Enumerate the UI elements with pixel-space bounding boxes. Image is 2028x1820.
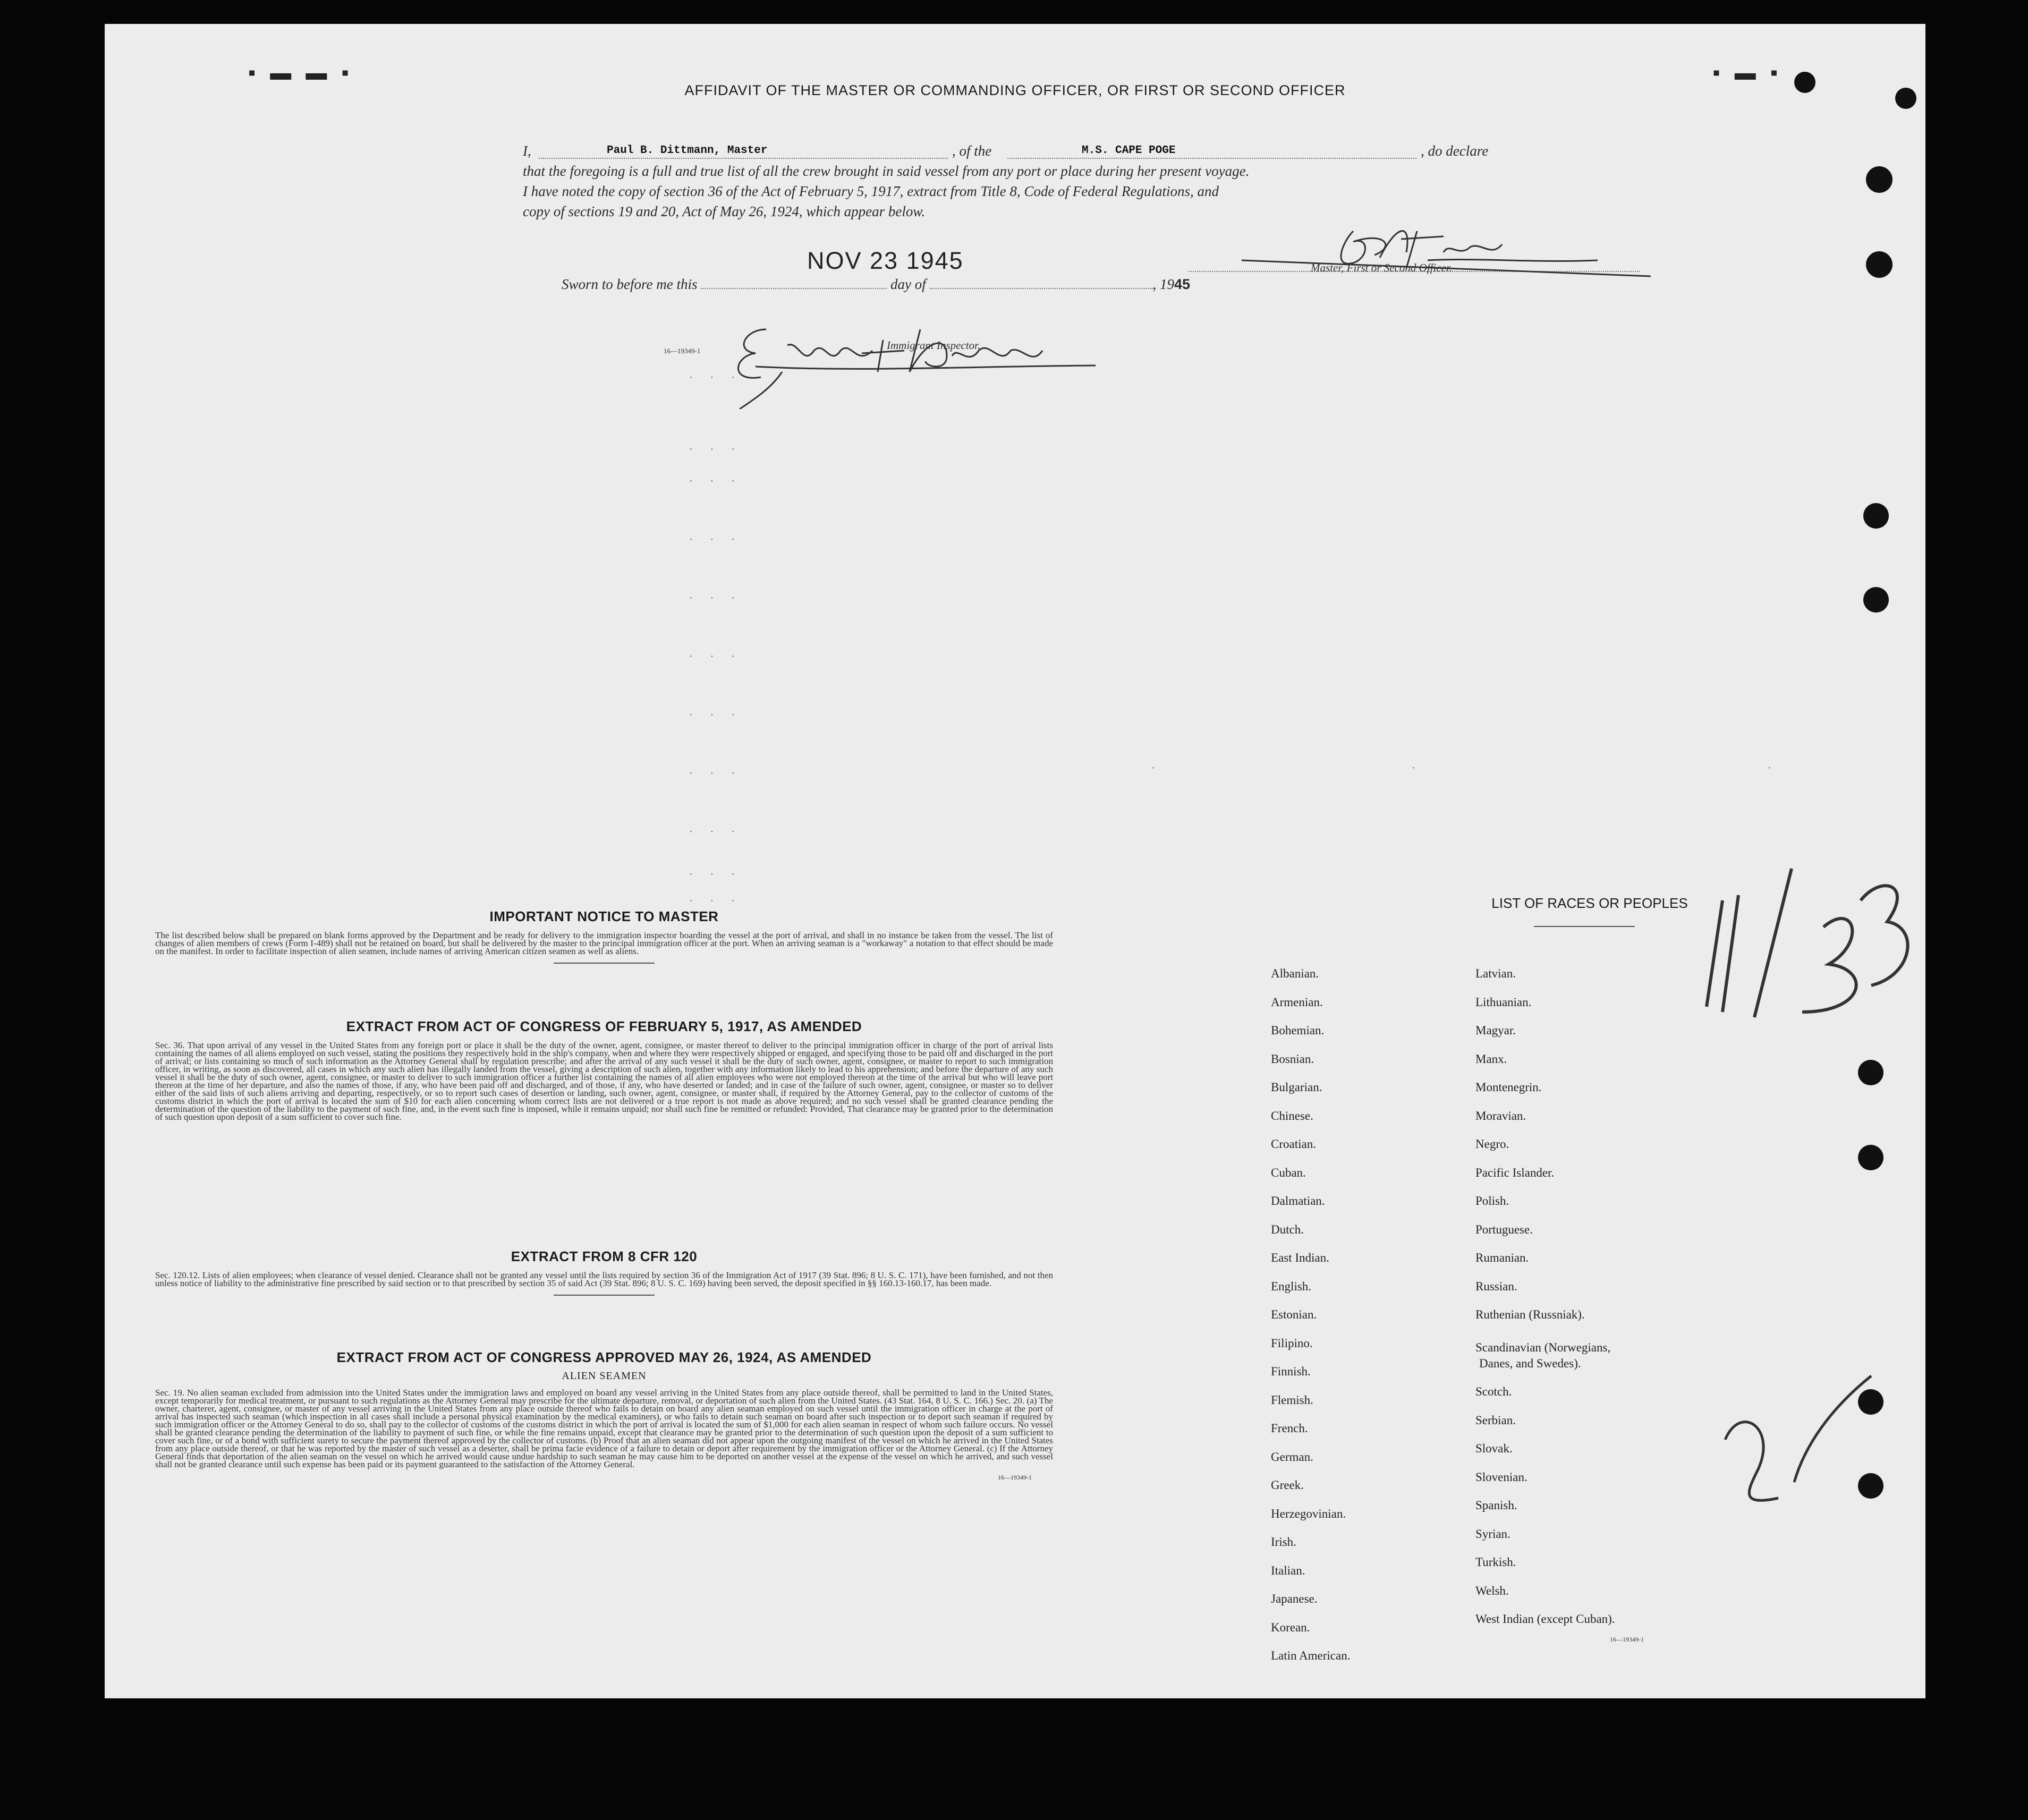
vessel-fill-line [1007,158,1416,159]
race-item: Albanian. [1271,967,1319,980]
race-item: Scotch. [1475,1385,1512,1398]
dot-marks: · · · [689,768,742,779]
race-item: English. [1271,1279,1312,1293]
dot-marks: · · · [689,592,742,604]
punch-hole [1866,251,1893,278]
extract-1924-title: EXTRACT FROM ACT OF CONGRESS APPROVED MAY 26, 1924, AS AMENDED [336,1349,872,1365]
extract-form-number-row [155,1473,1032,1482]
dot-marks: · · · [689,651,742,662]
race-item: Rumanian. [1475,1251,1529,1264]
form-number: 16—19349-1 [998,1474,1032,1481]
extract-cfr [155,1248,1053,1296]
race-item: Bohemian. [1271,1024,1325,1037]
dot-marks: · · · [689,444,742,455]
race-item: Greek. [1271,1478,1304,1492]
dot-marks: · [1412,762,1423,774]
race-item: Manx. [1475,1052,1507,1066]
extract-1917 [155,1018,1053,1121]
extract-1924 [155,1349,1053,1482]
race-item: Japanese. [1271,1592,1318,1605]
race-item: Armenian. [1271,995,1323,1009]
extract-cfr-text: Sec. 120.12. Lists of alien employees; when clearance of vessel denied. Clearance shall not be granted any vessel until the lists required by section 36 of the Immigration Act of 1917 (39 Stat. 896; 8 U. S. C. 171), have been furnished, and not then unless notice of liability to the administrative fine prescribed by said section or to that prescribed by section 35 of said Act (39 Stat. 896; 8 U. S. C. 169) having been served, the deposit specified in §§ 160.13-160.17, has been made. [155,1270,1053,1288]
race-item: Finnish. [1271,1365,1311,1378]
race-item: Croatian. [1271,1137,1316,1151]
dot-marks: · · · [689,826,742,838]
dot-marks: · · · [689,372,742,384]
date-stamp: NOV 23 1945 [807,247,964,274]
race-item: Dutch. [1271,1222,1304,1236]
section-divider [554,963,655,964]
day-of-text: day of [890,276,926,292]
section-divider [554,1295,655,1296]
race-item: Bulgarian. [1271,1081,1322,1094]
notice-text: The list described below shall be prepared on blank forms approved by the Department and be ready for delivery to the immigration inspector boarding the vessel at the port of arrival, and shall in no instance be taken from the vessel. The list of changes of alien members of crews (Form I-489) shall not be retained on board, but shall be delivered by the master to the principal immigration officer at the port. When an arriving seaman is a "workaway" a notation to that effect should be made on the manifest. In order to facilitate inspection of alien seamen, include names of arriving American citizen seamen as well as aliens. [155,930,1053,956]
extract-cfr-title: EXTRACT FROM 8 CFR 120 [511,1248,698,1264]
race-item: Bosnian. [1271,1052,1314,1066]
scan-corner-mark: ▪ ▬ ▬ ▪ [248,61,353,84]
declaration-prefix: I, [523,143,531,159]
dot-marks: · · · [689,475,742,487]
race-item: Ruthenian (Russniak). [1475,1308,1585,1321]
month-fill-line [930,288,1153,289]
race-item: Korean. [1271,1620,1310,1634]
race-item: Dalmatian. [1271,1194,1325,1207]
race-item: Cuban. [1271,1166,1306,1179]
form-number: 16—19349-1 [664,347,701,355]
year-suffix: 45 [1174,276,1191,292]
declaration-line: that the foregoing is a full and true list of all the crew brought in said vessel from any port or place during her present voyage. [523,163,1250,179]
race-item: French. [1271,1422,1308,1435]
race-item: Latvian. [1475,967,1516,980]
race-item: East Indian. [1271,1251,1329,1264]
declaration-line: I have noted the copy of section 36 of the Act of February 5, 1917, extract from Title 8, Code of Federal Regulations, and [523,183,1219,199]
declaration-line: copy of sections 19 and 20, Act of May 26, 1924, which appear below. [523,203,926,219]
race-item: Syrian. [1475,1527,1511,1541]
scan-corner-mark: ▪ ▬ ▪ [1712,61,1782,84]
race-item: Polish. [1475,1194,1509,1207]
race-item: Pacific Islander. [1475,1166,1555,1179]
dot-marks: · · · [689,895,742,907]
document-page [105,24,1925,1698]
race-item: Irish. [1271,1535,1296,1549]
race-item: Latin American. [1271,1649,1351,1662]
dot-marks: · · · [689,534,742,546]
punch-hole [1866,166,1893,193]
dot-marks: · · · [689,869,742,880]
race-item: Turkish. [1475,1555,1516,1569]
dot-marks: · [1768,762,1779,774]
punch-hole [1858,1145,1883,1170]
day-fill-line [701,288,887,289]
vessel-name: M.S. CAPE POGE [1082,144,1176,157]
inspector-signature [724,308,1117,409]
master-caption: Master, First or Second Officer. [1311,261,1452,274]
race-item: Flemish. [1271,1393,1313,1407]
inspector-caption: Immigrant Inspector. [887,339,981,352]
of-the-text: , of the [952,143,992,159]
year-prefix: , 19 [1152,276,1174,292]
race-item: Danes, and Swedes). [1479,1356,1581,1370]
punch-hole [1863,503,1889,529]
race-item: German. [1271,1450,1313,1464]
dot-marks: · · · [689,709,742,721]
race-item: Estonian. [1271,1308,1317,1321]
race-item: Lithuanian. [1475,995,1532,1009]
extract-1917-title: EXTRACT FROM ACT OF CONGRESS OF FEBRUARY 5, 1917, AS AMENDED [346,1018,862,1034]
race-item: Magyar. [1475,1024,1516,1037]
master-name: Paul B. Dittmann, Master [607,144,768,157]
race-item: Montenegrin. [1475,1081,1542,1094]
do-declare-text: , do declare [1421,143,1489,159]
race-item: Serbian. [1475,1413,1516,1427]
races-form-number: 16—19349-1 [1610,1636,1644,1643]
extract-1917-text: Sec. 36. That upon arrival of any vessel in the United States from any foreign port or place it shall be the duty of the owner, agent, consignee, or master thereof to deliver to the principal immigration officer in charge of the port of arrival lists containing the names of all aliens employed on such vessel, stating the positions they respectively hold in the ship's company, when and where they were respectively shipped or engaged, and specifying those to be paid off and discharged in the port of arrival; or lists containing so much of such information as the Attorney General shall by regulation prescribe; and after the arrival of any such vessel it shall be the duty of such owner, agent, consignee, or master to report to such immigration officer, in writing, as soon as discovered, all cases in which any such alien has illegally landed from the vessel, giving a description of such alien, together with any information likely to lead to his apprehension; and before the departure of any such vessel it shall be the duty of such owner, agent, consignee, or master to deliver to such immigration officer a further list containing the names of all alien employees who were not employed thereon at the time of the arrival but who will leave port thereon at the time of her departure, and also the names of those, if any, who have been paid off and discharged, and of those, if any, who have deserted or landed; and in case of the failure of such owner, agent, consignee, or master so to deliver either of the said lists of such aliens arriving and departing, respectively, or so to report such cases of desertion or landing, such owner, agent, consignee, or master shall, if required by the Attorney General, pay to the collector of customs of the customs district in which the port of arrival is located the sum of $10 for each alien concerning whom correct lists are not delivered or a true report is not made as above required; and no such vessel shall be granted clearance pending the determination of the question of the liability to the payment of such fine, and, in the event such fine is imposed, while it remains unpaid; nor shall such fine be remitted or refunded: Provided, That clearance may be granted prior to the determination of such question upon deposit of a sum sufficient to cover such fine. [155,1040,1053,1122]
race-item: Filipino. [1271,1336,1313,1350]
races-divider [1534,926,1635,927]
important-notice [155,908,1053,964]
race-item: Welsh. [1475,1584,1509,1597]
alien-seamen-subtitle: ALIEN SEAMEN [562,1370,647,1382]
race-item: Slovenian. [1475,1470,1528,1484]
affidavit-title: AFFIDAVIT OF THE MASTER OR COMMANDING OFFICER, OR FIRST OR SECOND OFFICER [684,82,1346,98]
race-item: West Indian (except Cuban). [1475,1612,1615,1626]
race-item: Italian. [1271,1563,1305,1577]
notice-title: IMPORTANT NOTICE TO MASTER [489,908,719,924]
punch-hole [1863,587,1889,613]
sworn-prefix: Sworn to before me this [562,276,698,292]
races-title: LIST OF RACES OR PEOPLES [1491,895,1688,911]
sworn-line [562,276,1190,293]
race-item: Portuguese. [1475,1222,1533,1236]
extract-1924-text: Sec. 19. No alien seaman excluded from admission into the United States under the immigration laws and employed on board any vessel arriving in the United States from any place outside thereof, shall be permitted to land in the United States, except temporarily for medical treatment, or pursuant to such regulations as the Attorney General may prescribe for the ultimate departure, removal, or deportation of such alien from the United States. (43 Stat. 164, 8 U. S. C. 166.) Sec. 20. (a) The owner, charterer, agent, consignee, or master of any vessel arriving in the United States from any place outside thereof who fails to detain on board any alien seaman employed on such vessel until the immigration officer in charge at the port of arrival has inspected such seaman (which inspection in all cases shall include a personal physical examination by the medical examiners), or who fails to detain such seaman on board after such inspection or to deport such seaman if required by such immigration officer or the Attorney General to do so, shall pay to the collector of customs of the customs district in which the port of arrival is located the sum of $1,000 for each alien seaman in respect of whom such failure occurs. No vessel shall be granted clearance pending the determination of the liability to payment of such fine, or while the fine remains unpaid, except that clearance may be granted prior to the determination of such question upon the deposit of a sum sufficient to cover such fine, or of a bond with sufficient surety to secure the payment thereof approved by the collector of customs. (b) Proof that an alien seaman did not appear upon the outgoing manifest of the vessel on which he arrived in the United States from any place outside thereof, or that he was reported by the master of such vessel as a deserter, shall be prima facie evidence of a failure to detain or deport after requirement by the immigration officer or the Attorney General. (c) If the Attorney General finds that deportation of the alien seaman on the vessel on which he arrived would cause undue hardship to such seaman he may cause him to be deported on another vessel at the expense of the vessel on which he arrived, and such vessel shall not be granted clearance until such expense has been paid or its payment guaranteed to the satisfaction of the Attorney General. [155,1388,1053,1469]
race-item: Moravian. [1475,1109,1526,1122]
race-item: Russian. [1475,1279,1517,1293]
handwritten-fraction [1691,837,1924,1039]
handwritten-mark [1720,1371,1879,1530]
race-item: Spanish. [1475,1499,1517,1512]
race-item: Scandinavian (Norwegians, [1475,1340,1611,1354]
dot-marks: · [1151,762,1163,774]
race-item: Negro. [1475,1137,1509,1151]
race-item: Chinese. [1271,1109,1313,1122]
punch-hole [1858,1060,1883,1085]
race-item: Slovak. [1475,1442,1513,1455]
race-item: Herzegovinian. [1271,1507,1346,1520]
